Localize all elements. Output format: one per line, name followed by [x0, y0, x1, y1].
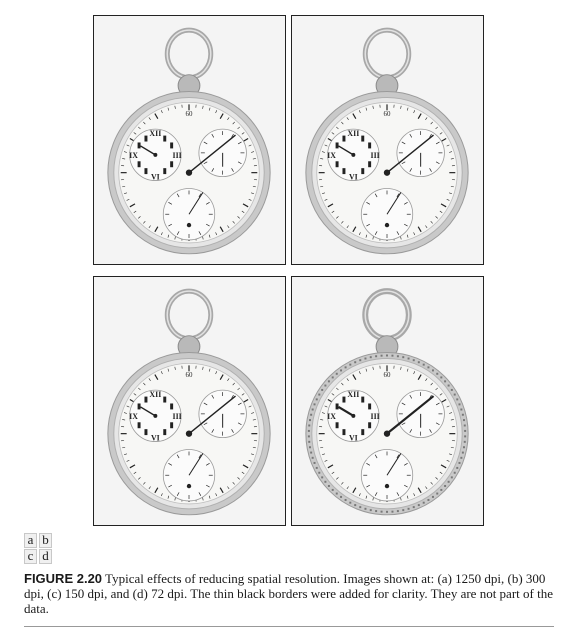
- hour-marker: [336, 142, 339, 148]
- pixelation-artifact: [413, 359, 415, 361]
- pixelation-artifact: [464, 430, 466, 432]
- pixelation-artifact: [332, 489, 334, 491]
- pixelation-artifact: [308, 424, 310, 426]
- roman-numeral: III: [370, 150, 380, 160]
- hour-marker: [342, 136, 345, 142]
- hour-marker: [336, 161, 339, 167]
- pixelation-artifact: [423, 364, 425, 366]
- pixelation-artifact: [460, 457, 462, 459]
- hour-marker: [342, 168, 345, 174]
- pixelation-artifact: [432, 369, 434, 371]
- pixelation-artifact: [463, 446, 465, 448]
- pixelation-artifact: [402, 356, 404, 358]
- pixelation-artifact: [308, 435, 310, 437]
- hour-marker: [144, 168, 147, 174]
- hour-pivot: [351, 153, 355, 157]
- pixelation-artifact: [308, 441, 310, 443]
- roman-numeral: XII: [149, 129, 162, 139]
- bottom-pivot: [187, 223, 191, 227]
- roman-numeral: IX: [129, 150, 138, 160]
- watch-ring-highlight: [167, 291, 211, 339]
- pixelation-artifact: [418, 504, 420, 506]
- roman-numeral: IX: [327, 411, 336, 421]
- hour-marker: [361, 136, 364, 142]
- pixelation-artifact: [451, 389, 453, 391]
- label-b: b: [39, 533, 52, 548]
- pixelation-artifact: [354, 361, 356, 363]
- pixelation-artifact: [427, 366, 429, 368]
- pocket-watch-image: [292, 277, 483, 525]
- pocket-watch-image: [94, 16, 285, 264]
- pixelation-artifact: [340, 496, 342, 498]
- hour-marker: [163, 429, 166, 435]
- dial-number-60: 60: [185, 111, 193, 119]
- pixelation-artifact: [397, 510, 399, 512]
- pixelation-artifact: [364, 508, 366, 510]
- pixelation-artifact: [370, 356, 372, 358]
- bottom-subdial: [163, 188, 214, 239]
- bottom-subdial: [163, 449, 214, 500]
- pixelation-artifact: [359, 359, 361, 361]
- hour-marker: [170, 403, 173, 409]
- center-pivot: [384, 430, 390, 436]
- pixelation-artifact: [310, 452, 312, 454]
- pixelation-artifact: [375, 355, 377, 357]
- roman-numeral: IX: [327, 150, 336, 160]
- pixelation-artifact: [318, 394, 320, 396]
- pixelation-artifact: [349, 502, 351, 504]
- pixelation-artifact: [436, 493, 438, 495]
- pocket-watch-image: [94, 277, 285, 525]
- pixelation-artifact: [408, 358, 410, 360]
- pixelation-artifact: [456, 467, 458, 469]
- watch-ring-highlight: [365, 30, 409, 78]
- watch-ring-highlight: [167, 30, 211, 78]
- bottom-subdial: [361, 188, 412, 239]
- pixelation-artifact: [423, 502, 425, 504]
- hour-marker: [368, 403, 371, 409]
- roman-numeral: III: [172, 411, 182, 421]
- roman-numeral: VI: [150, 433, 160, 443]
- pixelation-artifact: [324, 481, 326, 483]
- dial-number-60: 60: [185, 372, 193, 380]
- hour-marker: [368, 422, 371, 428]
- hour-marker: [361, 397, 364, 403]
- watch-ring-highlight: [365, 291, 409, 339]
- label-a: a: [24, 533, 37, 548]
- pixelation-artifact: [462, 452, 464, 454]
- pixelation-artifact: [451, 476, 453, 478]
- pixelation-artifact: [309, 419, 311, 421]
- hour-pivot: [153, 153, 157, 157]
- panel-c: [93, 276, 286, 526]
- pixelation-artifact: [464, 441, 466, 443]
- roman-numeral: XII: [347, 129, 360, 139]
- pixelation-artifact: [460, 409, 462, 411]
- pixelation-artifact: [312, 457, 314, 459]
- pixelation-artifact: [391, 355, 393, 357]
- roman-numeral: VI: [348, 433, 358, 443]
- pixelation-artifact: [397, 355, 399, 357]
- figure-label: FIGURE 2.20: [24, 571, 103, 586]
- pixelation-artifact: [314, 403, 316, 405]
- pixelation-artifact: [391, 511, 393, 513]
- hour-marker: [138, 161, 141, 167]
- bottom-rule: [24, 626, 554, 627]
- pixelation-artifact: [444, 380, 446, 382]
- hour-marker: [144, 397, 147, 403]
- pixelation-artifact: [312, 409, 314, 411]
- pixelation-artifact: [375, 510, 377, 512]
- hour-marker: [144, 136, 147, 142]
- pixelation-artifact: [316, 467, 318, 469]
- pixelation-artifact: [459, 403, 461, 405]
- figure-caption: [24, 571, 554, 616]
- pixelation-artifact: [464, 424, 466, 426]
- pixelation-artifact: [413, 506, 415, 508]
- roman-numeral: XII: [149, 390, 162, 400]
- pixelation-artifact: [464, 435, 466, 437]
- dial-number-60: 60: [383, 111, 391, 119]
- pixelation-artifact: [402, 509, 404, 511]
- bottom-pivot: [187, 484, 191, 488]
- center-pivot: [186, 430, 192, 436]
- pixelation-artifact: [340, 369, 342, 371]
- bottom-pivot: [385, 223, 389, 227]
- pixelation-artifact: [440, 376, 442, 378]
- pixelation-artifact: [418, 361, 420, 363]
- pixelation-artifact: [321, 389, 323, 391]
- pixelation-artifact: [328, 485, 330, 487]
- pixelation-artifact: [444, 485, 446, 487]
- label-d: d: [39, 549, 52, 564]
- pixelation-artifact: [324, 385, 326, 387]
- pixelation-artifact: [462, 414, 464, 416]
- roman-numeral: IX: [129, 411, 138, 421]
- roman-numeral: III: [370, 411, 380, 421]
- panel-d: [291, 276, 484, 526]
- caption-text: Typical effects of reducing spatial resolution. Images shown at: (a) 1250 dpi, (b) 300 dpi, (c) 150 dpi, and (d) 72 dpi. The thin black borders were added for clarity. They are not part of the data.: [24, 571, 553, 616]
- pixelation-artifact: [381, 511, 383, 513]
- hour-marker: [368, 161, 371, 167]
- dial-number-60: 60: [383, 372, 391, 380]
- pixelation-artifact: [314, 462, 316, 464]
- hour-marker: [361, 429, 364, 435]
- pocket-watch-image: [292, 16, 483, 264]
- pixelation-artifact: [336, 373, 338, 375]
- hour-marker: [361, 168, 364, 174]
- pixelation-artifact: [381, 355, 383, 357]
- pixelation-artifact: [318, 472, 320, 474]
- hour-marker: [144, 429, 147, 435]
- hour-marker: [163, 168, 166, 174]
- hour-marker: [170, 142, 173, 148]
- subfigure-labels: [24, 533, 54, 565]
- panel-b: [291, 15, 484, 265]
- roman-numeral: XII: [347, 390, 360, 400]
- pixelation-artifact: [436, 373, 438, 375]
- pixelation-artifact: [408, 508, 410, 510]
- pixelation-artifact: [349, 364, 351, 366]
- pixelation-artifact: [336, 493, 338, 495]
- hour-marker: [138, 142, 141, 148]
- label-c: c: [24, 549, 37, 564]
- pixelation-artifact: [454, 472, 456, 474]
- bottom-subdial: [361, 449, 412, 500]
- hour-pivot: [351, 414, 355, 418]
- pixelation-artifact: [316, 398, 318, 400]
- bottom-pivot: [385, 484, 389, 488]
- hour-marker: [138, 403, 141, 409]
- pixelation-artifact: [427, 499, 429, 501]
- roman-numeral: III: [172, 150, 182, 160]
- hour-marker: [163, 397, 166, 403]
- pixelation-artifact: [370, 509, 372, 511]
- hour-marker: [342, 429, 345, 435]
- roman-numeral: VI: [150, 172, 160, 182]
- pixelation-artifact: [345, 499, 347, 501]
- pixelation-artifact: [432, 496, 434, 498]
- pixelation-artifact: [321, 476, 323, 478]
- hour-marker: [336, 403, 339, 409]
- pixelation-artifact: [448, 481, 450, 483]
- pixelation-artifact: [463, 419, 465, 421]
- pixelation-artifact: [386, 354, 388, 356]
- center-pivot: [384, 169, 390, 175]
- pixelation-artifact: [328, 380, 330, 382]
- pixelation-artifact: [309, 446, 311, 448]
- pixelation-artifact: [386, 511, 388, 513]
- hour-marker: [170, 422, 173, 428]
- panel-a: [93, 15, 286, 265]
- hour-marker: [163, 136, 166, 142]
- pixelation-artifact: [454, 394, 456, 396]
- pixelation-artifact: [440, 489, 442, 491]
- roman-numeral: VI: [348, 172, 358, 182]
- pixelation-artifact: [310, 414, 312, 416]
- hour-marker: [170, 161, 173, 167]
- hour-marker: [342, 397, 345, 403]
- hour-marker: [368, 142, 371, 148]
- pixelation-artifact: [345, 366, 347, 368]
- hour-marker: [138, 422, 141, 428]
- pixelation-artifact: [354, 504, 356, 506]
- pixelation-artifact: [332, 376, 334, 378]
- pixelation-artifact: [459, 462, 461, 464]
- pixelation-artifact: [448, 385, 450, 387]
- pixelation-artifact: [364, 358, 366, 360]
- center-pivot: [186, 169, 192, 175]
- pixelation-artifact: [456, 398, 458, 400]
- hour-pivot: [153, 414, 157, 418]
- pixelation-artifact: [308, 430, 310, 432]
- hour-marker: [336, 422, 339, 428]
- pixelation-artifact: [359, 506, 361, 508]
